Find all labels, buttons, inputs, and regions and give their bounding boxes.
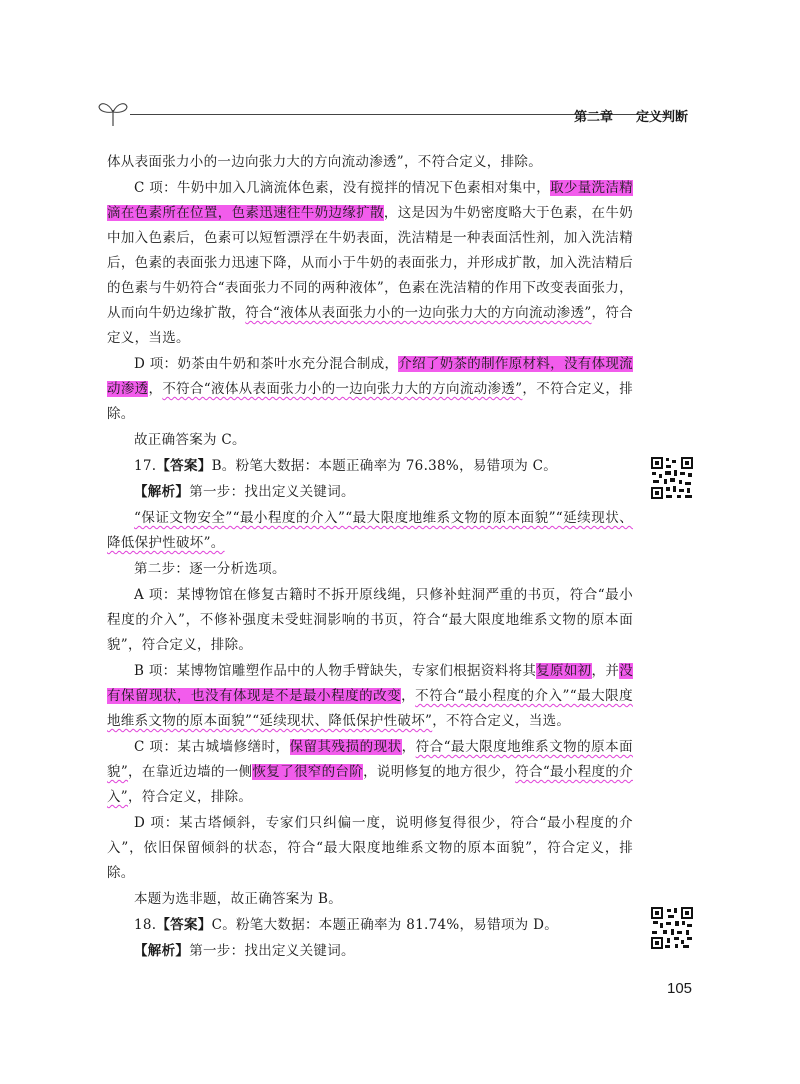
qr-code-icon[interactable] [650, 456, 694, 500]
wavy-underline: 不符合“最小程度的介入”“最大限度地维系文物的原本面貌”“延续现状、降低保护性破坏” [107, 688, 633, 729]
wavy-underline: 符合“最大限度地维系文物的原本面貌” [107, 739, 633, 780]
q17-option-d: D 项：某古塔倾斜，专家们只纠偏一度，说明修复得很少，符合“最小程度的介入”，依旧保留倾斜的状态，符合“最大限度地维系文物的原本面貌”，符合定义，排除。 [107, 815, 633, 881]
q18-analysis: 【解析】第一步：找出定义关键词。 [134, 943, 355, 959]
wavy-underline: 符合“最小程度的介入” [107, 764, 633, 805]
wavy-underline: 不符合“液体从表面张力小的一边向张力大的方向流动渗透” [162, 381, 523, 397]
q17-answer: 17.【答案】B。粉笔大数据：本题正确率为 76.38%，易错项为 C。 [134, 458, 558, 474]
highlight: 恢复了很窄的台阶 [252, 764, 364, 780]
section-title: 定义判断 [636, 110, 689, 125]
highlight: 保留其残损的现状 [289, 739, 402, 755]
page-content [107, 150, 633, 965]
qr-code-icon[interactable] [650, 906, 694, 950]
wavy-underline: 符合“液体从表面张力小的一边向张力大的方向流动渗透” [245, 305, 592, 321]
page-header [96, 98, 696, 128]
q17-analysis: 【解析】第一步：找出定义关键词。 [134, 484, 355, 500]
analysis-tag: 【解析】 [134, 484, 190, 500]
q17-keywords [107, 506, 633, 556]
answer-tag: 【答案】 [156, 458, 212, 474]
q18-answer: 18.【答案】C。粉笔大数据：本题正确率为 81.74%，易错项为 D。 [134, 917, 558, 933]
paragraph-continuation: 体从表面张力小的一边向张力大的方向流动渗透”，不符合定义，排除。 [107, 154, 543, 170]
q17-step2: 第二步：逐一分析选项。 [134, 561, 286, 577]
paragraph-option-d: D 项：奶茶由牛奶和茶叶水充分混合制成，介绍了奶茶的制作原材料，没有体现流动渗透，不符合“液体从表面张力小的一边向张力大的方向流动渗透”，不符合定义，排除。 [107, 356, 633, 422]
answer-tag: 【答案】 [156, 917, 212, 933]
q17-option-b: B 项：某博物馆雕塑作品中的人物手臂缺失，专家们根据资料将其复原如初，并没有保留现状，也没有体现是不是最小程度的改变，不符合“最小程度的介入”“最大限度地维系文物的原本面貌”“延续现状、降低保护性破坏”，不符合定义，当选。 [107, 663, 633, 729]
wavy-underline: “保证文物安全”“最小程度的介入”“最大限度地维系文物的原本面貌”“延续现状、降低保护性破坏”。 [107, 510, 633, 551]
highlight: 介绍了奶茶的制作原材料，没有体现流动渗透 [107, 356, 633, 397]
q17-option-c: C 项：某古城墙修缮时，保留其残损的现状，符合“最大限度地维系文物的原本面貌”，在靠近边墙的一侧恢复了很窄的台阶，说明修复的地方很少，符合“最小程度的介入”，符合定义，排除。 [107, 739, 633, 805]
paragraph-option-c: C 项：牛奶中加入几滴流体色素，没有搅拌的情况下色素相对集中，取少量洗洁精滴在色素所在位置，色素迅速往牛奶边缘扩散，这是因为牛奶密度略大于色素，在牛奶中加入色素后，色素可以短暂漂浮在牛奶表面，洗洁精是一种表面活性剂，加入洗洁精后，色素的表面张力迅速下降，从而小于牛奶的表面张力，并形成扩散，加入洗洁精后的色素与牛奶符合“表面张力不同的两种液体”，色素在洗洁精的作用下改变表面张力，从而向牛奶边缘扩散，符合“液体从表面张力小的一边向张力大的方向流动渗透”，符合定义，当选。 [107, 180, 634, 346]
q17-conclusion: 本题为选非题，故正确答案为 B。 [134, 891, 343, 907]
highlight: 复原如初 [536, 663, 592, 679]
highlight: 没有保留现状，也没有体现是不是最小程度的改变 [107, 663, 633, 704]
page-number: 105 [667, 980, 693, 997]
answer-conclusion: 故正确答案为 C。 [134, 432, 246, 448]
sprout-icon [96, 98, 130, 128]
q17-option-a: A 项：某博物馆在修复古籍时不拆开原线绳，只修补蛀洞严重的书页，符合“最小程度的介入”，不修补强度未受蛀洞影响的书页，符合“最大限度地维系文物的原本面貌”，符合定义，排除。 [107, 587, 633, 653]
highlight: 取少量洗洁精滴在色素所在位置，色素迅速往牛奶边缘扩散 [107, 180, 633, 221]
chapter-label: 第二章 [574, 110, 614, 125]
analysis-tag: 【解析】 [134, 943, 190, 959]
